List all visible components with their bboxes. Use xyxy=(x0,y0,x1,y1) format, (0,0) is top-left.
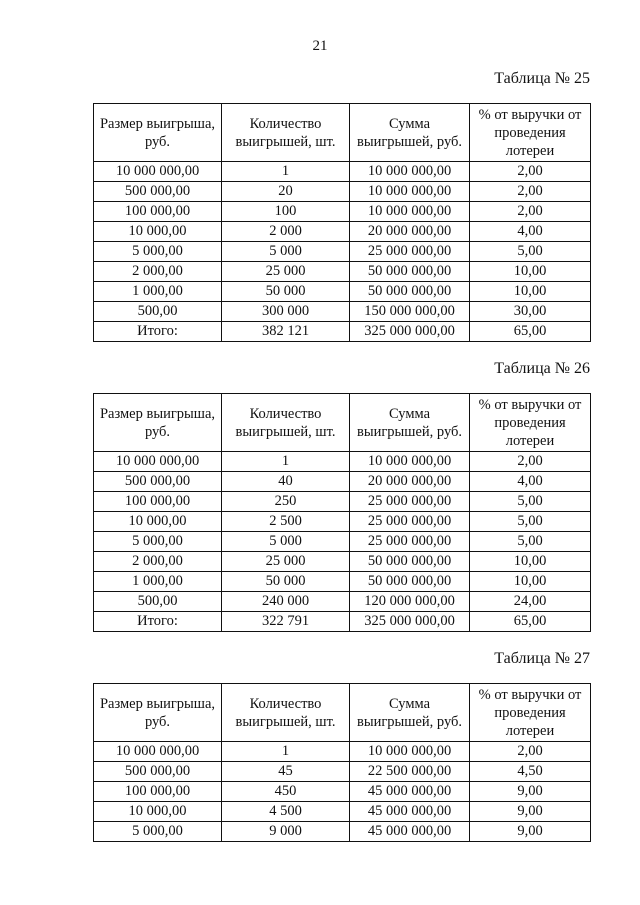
prize-table xyxy=(93,683,591,842)
cell-prize-count: 450 xyxy=(222,782,350,802)
table-row xyxy=(94,552,591,572)
header-prize-sum: Сумма выигрышей, руб. xyxy=(350,684,470,742)
cell-prize-count: 1 xyxy=(222,742,350,762)
cell-prize-sum: 50 000 000,00 xyxy=(350,552,470,572)
table-block-27 xyxy=(93,649,590,842)
cell-prize-count: 50 000 xyxy=(222,282,350,302)
header-revenue-percent: % от выручки от проведения лотереи xyxy=(470,394,591,452)
cell-revenue-percent: 4,00 xyxy=(470,472,591,492)
cell-total-percent: 65,00 xyxy=(470,612,591,632)
table-row xyxy=(94,182,591,202)
header-prize-sum: Сумма выигрышей, руб. xyxy=(350,104,470,162)
cell-revenue-percent: 4,00 xyxy=(470,222,591,242)
cell-total-count: 322 791 xyxy=(222,612,350,632)
cell-prize-size: 10 000 000,00 xyxy=(94,452,222,472)
cell-prize-count: 40 xyxy=(222,472,350,492)
table-row xyxy=(94,282,591,302)
cell-total-count: 382 121 xyxy=(222,322,350,342)
table-block-25 xyxy=(93,69,590,342)
table-row xyxy=(94,512,591,532)
cell-prize-sum: 10 000 000,00 xyxy=(350,202,470,222)
header-prize-size: Размер выигрыша, руб. xyxy=(94,684,222,742)
cell-prize-sum: 50 000 000,00 xyxy=(350,572,470,592)
cell-prize-size: 500,00 xyxy=(94,592,222,612)
table-row xyxy=(94,782,591,802)
cell-revenue-percent: 10,00 xyxy=(470,262,591,282)
cell-prize-count: 45 xyxy=(222,762,350,782)
cell-revenue-percent: 10,00 xyxy=(470,552,591,572)
header-prize-size: Размер выигрыша, руб. xyxy=(94,104,222,162)
cell-prize-sum: 45 000 000,00 xyxy=(350,822,470,842)
cell-prize-sum: 45 000 000,00 xyxy=(350,802,470,822)
table-row xyxy=(94,222,591,242)
header-prize-count: Количество выигрышей, шт. xyxy=(222,104,350,162)
table-row xyxy=(94,822,591,842)
table-row xyxy=(94,592,591,612)
cell-prize-size: 10 000 000,00 xyxy=(94,162,222,182)
cell-prize-sum: 50 000 000,00 xyxy=(350,282,470,302)
table-row xyxy=(94,532,591,552)
cell-prize-sum: 10 000 000,00 xyxy=(350,742,470,762)
cell-prize-size: 5 000,00 xyxy=(94,822,222,842)
cell-prize-size: 500 000,00 xyxy=(94,472,222,492)
cell-prize-size: 10 000,00 xyxy=(94,802,222,822)
cell-revenue-percent: 2,00 xyxy=(470,742,591,762)
header-prize-count: Количество выигрышей, шт. xyxy=(222,684,350,742)
table-row xyxy=(94,452,591,472)
cell-prize-count: 1 xyxy=(222,452,350,472)
table-row xyxy=(94,492,591,512)
cell-prize-sum: 45 000 000,00 xyxy=(350,782,470,802)
cell-prize-size: 2 000,00 xyxy=(94,262,222,282)
header-prize-size: Размер выигрыша, руб. xyxy=(94,394,222,452)
cell-prize-count: 25 000 xyxy=(222,552,350,572)
cell-prize-sum: 50 000 000,00 xyxy=(350,262,470,282)
cell-revenue-percent: 5,00 xyxy=(470,492,591,512)
cell-prize-count: 5 000 xyxy=(222,532,350,552)
cell-prize-size: 2 000,00 xyxy=(94,552,222,572)
table-row xyxy=(94,162,591,182)
cell-revenue-percent: 2,00 xyxy=(470,182,591,202)
cell-prize-size: 100 000,00 xyxy=(94,492,222,512)
cell-revenue-percent: 9,00 xyxy=(470,782,591,802)
header-row xyxy=(94,684,591,742)
header-revenue-percent: % от выручки от проведения лотереи xyxy=(470,684,591,742)
cell-prize-size: 1 000,00 xyxy=(94,282,222,302)
table-caption: Таблица № 27 xyxy=(494,650,590,667)
table-row xyxy=(94,302,591,322)
cell-prize-sum: 20 000 000,00 xyxy=(350,222,470,242)
cell-prize-size: 1 000,00 xyxy=(94,572,222,592)
table-row xyxy=(94,742,591,762)
cell-revenue-percent: 4,50 xyxy=(470,762,591,782)
cell-revenue-percent: 9,00 xyxy=(470,802,591,822)
cell-prize-count: 25 000 xyxy=(222,262,350,282)
cell-prize-size: 500 000,00 xyxy=(94,762,222,782)
cell-prize-sum: 150 000 000,00 xyxy=(350,302,470,322)
page-number: 21 xyxy=(312,38,328,54)
cell-prize-sum: 22 500 000,00 xyxy=(350,762,470,782)
header-row xyxy=(94,394,591,452)
table-row xyxy=(94,262,591,282)
cell-prize-count: 20 xyxy=(222,182,350,202)
cell-revenue-percent: 2,00 xyxy=(470,202,591,222)
table-row xyxy=(94,242,591,262)
cell-prize-count: 100 xyxy=(222,202,350,222)
cell-revenue-percent: 10,00 xyxy=(470,572,591,592)
cell-prize-size: 100 000,00 xyxy=(94,202,222,222)
cell-prize-count: 5 000 xyxy=(222,242,350,262)
cell-prize-sum: 120 000 000,00 xyxy=(350,592,470,612)
header-row xyxy=(94,104,591,162)
cell-revenue-percent: 30,00 xyxy=(470,302,591,322)
cell-total-label: Итого: xyxy=(94,322,222,342)
cell-prize-sum: 25 000 000,00 xyxy=(350,512,470,532)
cell-prize-size: 100 000,00 xyxy=(94,782,222,802)
total-row xyxy=(94,612,591,632)
cell-prize-size: 500 000,00 xyxy=(94,182,222,202)
cell-prize-count: 2 500 xyxy=(222,512,350,532)
prize-table xyxy=(93,393,591,632)
cell-prize-count: 1 xyxy=(222,162,350,182)
cell-prize-count: 250 xyxy=(222,492,350,512)
prize-table xyxy=(93,103,591,342)
header-revenue-percent: % от выручки от проведения лотереи xyxy=(470,104,591,162)
total-row xyxy=(94,322,591,342)
cell-prize-sum: 25 000 000,00 xyxy=(350,492,470,512)
cell-total-sum: 325 000 000,00 xyxy=(350,322,470,342)
cell-revenue-percent: 2,00 xyxy=(470,452,591,472)
cell-prize-sum: 10 000 000,00 xyxy=(350,452,470,472)
table-row xyxy=(94,802,591,822)
cell-prize-sum: 25 000 000,00 xyxy=(350,242,470,262)
cell-prize-count: 300 000 xyxy=(222,302,350,322)
cell-prize-sum: 25 000 000,00 xyxy=(350,532,470,552)
cell-prize-count: 9 000 xyxy=(222,822,350,842)
cell-revenue-percent: 9,00 xyxy=(470,822,591,842)
table-row xyxy=(94,762,591,782)
cell-prize-size: 10 000,00 xyxy=(94,222,222,242)
header-prize-count: Количество выигрышей, шт. xyxy=(222,394,350,452)
table-block-26 xyxy=(93,359,590,632)
cell-prize-sum: 20 000 000,00 xyxy=(350,472,470,492)
cell-prize-size: 10 000,00 xyxy=(94,512,222,532)
cell-prize-size: 5 000,00 xyxy=(94,532,222,552)
cell-prize-size: 5 000,00 xyxy=(94,242,222,262)
table-caption: Таблица № 26 xyxy=(494,360,590,377)
cell-prize-sum: 10 000 000,00 xyxy=(350,162,470,182)
table-row xyxy=(94,572,591,592)
cell-total-sum: 325 000 000,00 xyxy=(350,612,470,632)
cell-prize-count: 4 500 xyxy=(222,802,350,822)
cell-revenue-percent: 24,00 xyxy=(470,592,591,612)
cell-prize-sum: 10 000 000,00 xyxy=(350,182,470,202)
cell-revenue-percent: 5,00 xyxy=(470,242,591,262)
cell-revenue-percent: 2,00 xyxy=(470,162,591,182)
cell-prize-size: 10 000 000,00 xyxy=(94,742,222,762)
cell-revenue-percent: 10,00 xyxy=(470,282,591,302)
cell-prize-count: 2 000 xyxy=(222,222,350,242)
header-prize-sum: Сумма выигрышей, руб. xyxy=(350,394,470,452)
cell-prize-count: 50 000 xyxy=(222,572,350,592)
cell-total-label: Итого: xyxy=(94,612,222,632)
cell-prize-count: 240 000 xyxy=(222,592,350,612)
table-row xyxy=(94,472,591,492)
cell-revenue-percent: 5,00 xyxy=(470,512,591,532)
table-caption: Таблица № 25 xyxy=(494,70,590,87)
cell-prize-size: 500,00 xyxy=(94,302,222,322)
cell-total-percent: 65,00 xyxy=(470,322,591,342)
table-row xyxy=(94,202,591,222)
cell-revenue-percent: 5,00 xyxy=(470,532,591,552)
